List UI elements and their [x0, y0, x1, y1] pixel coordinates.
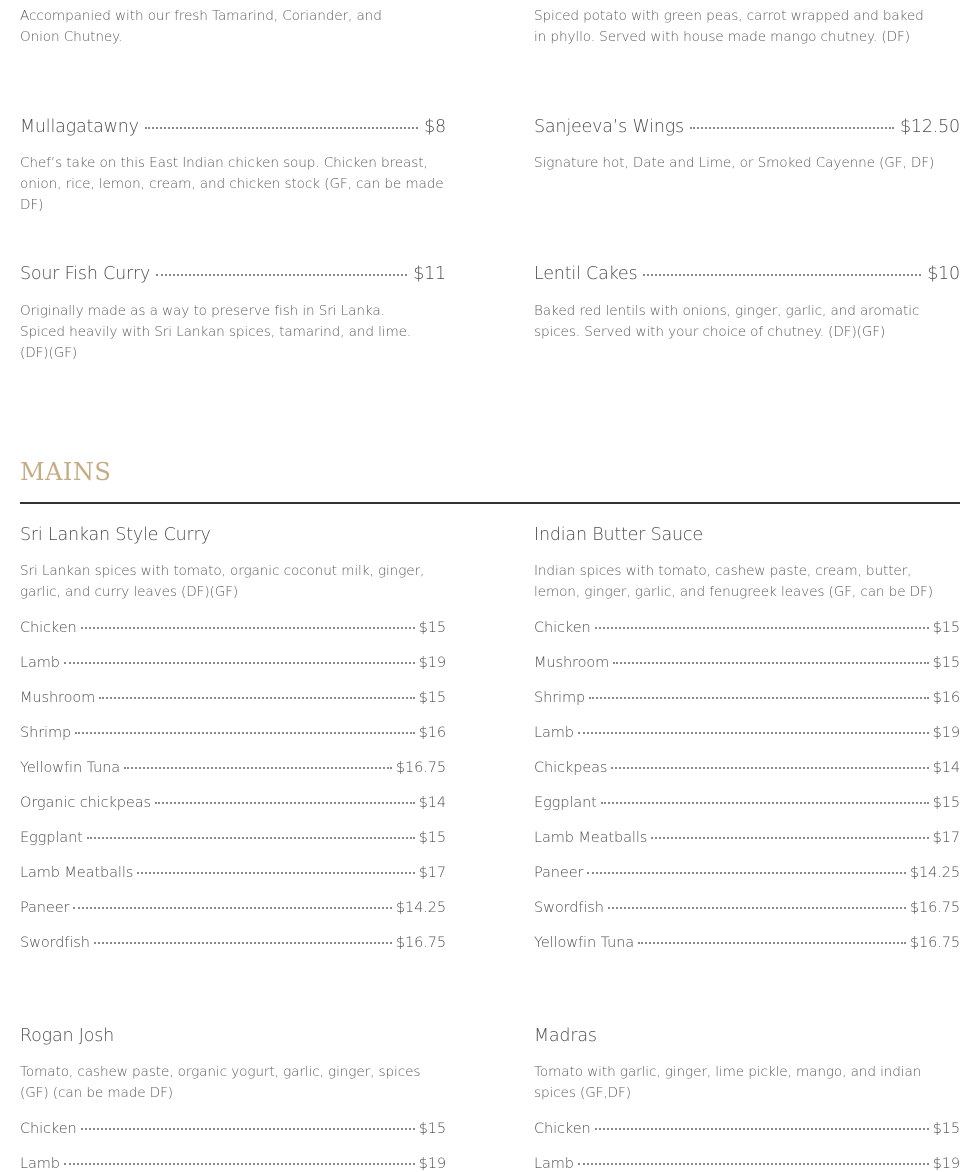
option-label: Yellowfin Tuna: [20, 760, 121, 776]
option-label: Organic chickpeas: [20, 795, 151, 811]
option-label: Chicken: [20, 620, 77, 636]
section-divider: [20, 502, 960, 504]
dish-option-row: [20, 935, 446, 951]
item-name: Lentil Cakes: [534, 264, 638, 284]
option-price: $15: [418, 830, 446, 846]
option-price: $19: [932, 725, 960, 741]
option-price: $19: [418, 655, 446, 671]
dish-option-row: [20, 620, 446, 636]
dish-option-row: [534, 865, 960, 881]
option-label: Yellowfin Tuna: [534, 935, 635, 951]
dish-option-row: [534, 935, 960, 951]
leader-dots: [73, 907, 391, 909]
item-name: Mullagatawny: [20, 117, 139, 137]
option-label: Lamb: [20, 1156, 60, 1172]
leader-dots: [690, 127, 894, 129]
dish-option-row: [534, 900, 960, 916]
dish-option-row: [20, 655, 446, 671]
leader-dots: [578, 1163, 929, 1165]
leader-dots: [638, 942, 906, 944]
option-price: $15: [418, 690, 446, 706]
option-label: Paneer: [534, 865, 584, 881]
section-title-mains: MAINS: [20, 458, 112, 486]
option-label: Lamb: [534, 1156, 574, 1172]
option-price: $14: [418, 795, 446, 811]
dish-option-row: [20, 830, 446, 846]
dish-option-row: [534, 690, 960, 706]
leader-dots: [64, 662, 415, 664]
dish-description: Indian spices with tomato, cashew paste, cream, butter, lemon, ginger, garlic, and fenugreek leaves (GF, can be DF): [534, 563, 933, 600]
dish-description: Tomato with garlic, ginger, lime pickle, mango, and indian spices (GF,DF): [534, 1064, 922, 1101]
dish-option-row: [534, 725, 960, 741]
dish-option-row: [20, 760, 446, 776]
leader-dots: [595, 627, 929, 629]
option-label: Chickpeas: [534, 760, 608, 776]
option-label: Chicken: [534, 1121, 591, 1137]
option-price: $15: [932, 1121, 960, 1137]
leader-dots: [578, 732, 929, 734]
option-price: $15: [932, 620, 960, 636]
dish-option-row: [20, 725, 446, 741]
option-label: Swordfish: [20, 935, 90, 951]
leader-dots: [601, 802, 929, 804]
dish-option-row: [20, 1156, 446, 1172]
item-price: $8: [424, 117, 446, 137]
dish-option-row: [534, 1156, 960, 1172]
leader-dots: [611, 767, 928, 769]
leader-dots: [608, 907, 906, 909]
option-price: $15: [418, 620, 446, 636]
dish-option-row: [534, 1121, 960, 1137]
leader-dots: [81, 1128, 415, 1130]
dish-description: Sri Lankan spices with tomato, organic coconut milk, ginger, garlic, and curry leaves (DF)(GF): [20, 563, 425, 600]
option-label: Chicken: [20, 1121, 77, 1137]
option-label: Shrimp: [20, 725, 72, 741]
dish-option-row: [534, 760, 960, 776]
option-price: $16: [932, 690, 960, 706]
menu-item-line: [20, 264, 446, 284]
option-label: Chicken: [534, 620, 591, 636]
dish-option-row: [20, 1121, 446, 1137]
option-label: Eggplant: [20, 830, 83, 846]
option-price: $14: [932, 760, 960, 776]
item-description: Chef’s take on this East Indian chicken soup. Chicken breast, onion, rice, lemon, cream, and chicken stock (GF, can be made DF): [20, 155, 444, 213]
leader-dots: [156, 274, 407, 276]
option-label: Lamb Meatballs: [534, 830, 648, 846]
leader-dots: [94, 942, 392, 944]
menu-item-line: [20, 117, 446, 137]
leader-dots: [651, 837, 928, 839]
option-label: Lamb: [20, 655, 60, 671]
leader-dots: [75, 732, 414, 734]
option-label: Swordfish: [534, 900, 604, 916]
option-price: $16: [418, 725, 446, 741]
leader-dots: [87, 837, 415, 839]
menu-item-line: [534, 264, 960, 284]
dish-option-row: [534, 655, 960, 671]
option-price: $16.75: [395, 760, 446, 776]
option-price: $17: [418, 865, 446, 881]
item-description: Spiced potato with green peas, carrot wrapped and baked in phyllo. Served with house made mango chutney. (DF): [534, 8, 924, 45]
dish-name: Sri Lankan Style Curry: [20, 525, 211, 545]
option-label: Eggplant: [534, 795, 597, 811]
option-label: Shrimp: [534, 690, 586, 706]
item-price: $10: [927, 264, 960, 284]
item-name: Sanjeeva’s Wings: [534, 117, 684, 137]
dish-name: Rogan Josh: [20, 1026, 115, 1046]
item-description: Accompanied with our fresh Tamarind, Coriander, and Onion Chutney.: [20, 8, 382, 45]
option-label: Mushroom: [534, 655, 610, 671]
leader-dots: [587, 872, 905, 874]
dish-name: Madras: [534, 1026, 597, 1046]
option-price: $15: [932, 655, 960, 671]
item-price: $12.50: [899, 117, 960, 137]
dish-option-row: [534, 830, 960, 846]
dish-option-row: [534, 620, 960, 636]
leader-dots: [595, 1128, 929, 1130]
dish-option-row: [20, 900, 446, 916]
option-label: Mushroom: [20, 690, 96, 706]
option-price: $15: [932, 795, 960, 811]
leader-dots: [643, 274, 921, 276]
leader-dots: [124, 767, 392, 769]
dish-option-row: [20, 690, 446, 706]
option-price: $16.75: [909, 935, 960, 951]
leader-dots: [64, 1163, 415, 1165]
menu-item-line: [534, 117, 960, 137]
leader-dots: [589, 697, 928, 699]
item-description: Baked red lentils with onions, ginger, garlic, and aromatic spices. Served with your choice of chutney. (DF)(GF): [534, 303, 920, 340]
option-price: $19: [418, 1156, 446, 1172]
option-label: Lamb: [534, 725, 574, 741]
option-price: $14.25: [909, 865, 960, 881]
option-price: $16.75: [909, 900, 960, 916]
option-price: $16.75: [395, 935, 446, 951]
leader-dots: [81, 627, 415, 629]
option-price: $15: [418, 1121, 446, 1137]
item-name: Sour Fish Curry: [20, 264, 151, 284]
item-description: Originally made as a way to preserve fish in Sri Lanka. Spiced heavily with Sri Lankan spices, tamarind, and lime. (DF)(GF): [20, 303, 412, 361]
dish-option-row: [20, 795, 446, 811]
option-price: $14.25: [395, 900, 446, 916]
option-price: $17: [932, 830, 960, 846]
item-description: Signature hot, Date and Lime, or Smoked Cayenne (GF, DF): [534, 155, 935, 171]
dish-name: Indian Butter Sauce: [534, 525, 703, 545]
option-price: $19: [932, 1156, 960, 1172]
leader-dots: [145, 127, 418, 129]
leader-dots: [155, 802, 415, 804]
leader-dots: [613, 662, 928, 664]
leader-dots: [99, 697, 414, 699]
item-price: $11: [413, 264, 446, 284]
leader-dots: [137, 872, 414, 874]
option-label: Paneer: [20, 900, 70, 916]
dish-option-row: [534, 795, 960, 811]
dish-description: Tomato, cashew paste, organic yogurt, garlic, ginger, spices (GF) (can be made DF): [20, 1064, 421, 1101]
dish-option-row: [20, 865, 446, 881]
option-label: Lamb Meatballs: [20, 865, 134, 881]
